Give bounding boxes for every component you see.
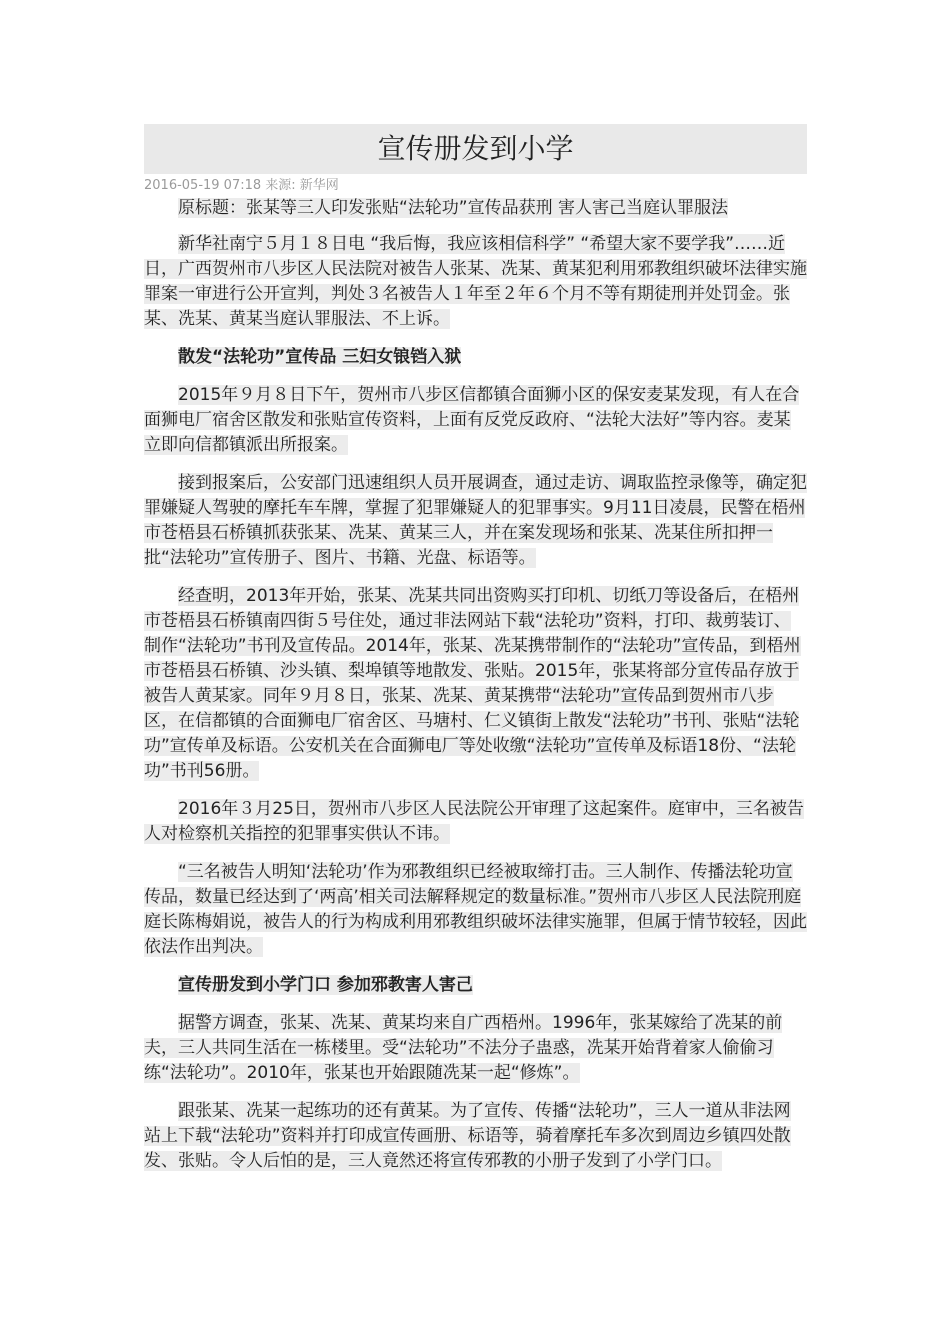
article-paragraph <box>144 196 807 221</box>
paragraph-text: 据警方调查，张某、冼某、黄某均来自广西梧州。1996年，张某嫁给了冼某的前夫，三人共同生活在一栋楼里。受“法轮功”不法分子蛊惑，冼某开始背着家人偷偷习练“法轮功”。2010年，张某也开始跟随冼某一起“修炼”。 <box>144 1013 783 1083</box>
article-paragraph <box>144 471 807 571</box>
article-paragraph <box>144 797 807 847</box>
section-heading <box>144 345 807 370</box>
article-meta: 2016-05-19 07:18 来源: 新华网 <box>144 178 339 193</box>
article <box>144 124 807 1187</box>
paragraph-text: 跟张某、冼某一起练功的还有黄某。为了宣传、传播“法轮功”，三人一道从非法网站上下载“法轮功”资料并打印成宣传画册、标语等，骑着摩托车多次到周边乡镇四处散发、张贴。令人后怕的是，三人竟然还将宣传邪教的小册子发到了小学门口。 <box>144 1101 791 1171</box>
paragraph-text: 新华社南宁５月１８日电 “我后悔，我应该相信科学” “希望大家不要学我”……近日，广西贺州市八步区人民法院对被告人张某、冼某、黄某犯利用邪教组织破坏法律实施罪案一审进行公开宣判，判处３名被告人１年至２年６个月不等有期徒刑并处罚金。张某、冼某、黄某当庭认罪服法、不上诉。 <box>144 234 807 329</box>
paragraph-text: 2015年９月８日下午，贺州市八步区信都镇合面狮小区的保安麦某发现，有人在合面狮电厂宿舍区散发和张贴宣传资料，上面有反党反政府、“法轮大法好”等内容。麦某立即向信都镇派出所报案。 <box>144 385 800 455</box>
paragraph-text: 经查明，2013年开始，张某、冼某共同出资购买打印机、切纸刀等设备后，在梧州市苍梧县石桥镇南四街５号住处，通过非法网站下载“法轮功”资料，打印、裁剪装订、制作“法轮功”书刊及宣传品。2014年，张某、冼某携带制作的“法轮功”宣传品，到梧州市苍梧县石桥镇、沙头镇、梨埠镇等地散发、张贴。2015年，张某将部分宣传品存放于被告人黄某家。同年９月８日，张某、冼某、黄某携带“法轮功”宣传品到贺州市八步区，在信都镇的合面狮电厂宿舍区、马塘村、仁义镇街上散发“法轮功”书刊、张贴“法轮功”宣传单及标语。公安机关在合面狮电厂等处收缴“法轮功”宣传单及标语18份、“法轮功”书刊56册。 <box>144 586 801 781</box>
article-paragraph <box>144 1011 807 1086</box>
article-paragraph <box>144 860 807 960</box>
article-paragraph <box>144 584 807 784</box>
article-title: 宣传册发到小学 <box>144 124 807 174</box>
article-paragraph <box>144 1099 807 1174</box>
paragraph-text: 原标题：张某等三人印发张贴“法轮功”宣传品获刑 害人害己当庭认罪服法 <box>178 198 729 218</box>
paragraph-text: “三名被告人明知‘法轮功’作为邪教组织已经被取缔打击。三人制作、传播法轮功宣传品，数量已经达到了‘两高’相关司法解释规定的数量标准。”贺州市八步区人民法院刑庭庭长陈梅娟说，被告人的行为构成利用邪教组织破坏法律实施罪，但属于情节较轻，因此依法作出判决。 <box>144 862 807 957</box>
paragraph-text: 2016年３月25日，贺州市八步区人民法院公开审理了这起案件。庭审中，三名被告人对检察机关指控的犯罪事实供认不讳。 <box>144 799 804 844</box>
article-paragraph <box>144 383 807 458</box>
section-heading-text: 宣传册发到小学门口 参加邪教害人害己 <box>178 975 473 995</box>
article-paragraph <box>144 232 807 332</box>
section-heading-text: 散发“法轮功”宣传品 三妇女锒铛入狱 <box>178 347 462 367</box>
paragraph-text: 接到报案后，公安部门迅速组织人员开展调查，通过走访、调取监控录像等，确定犯罪嫌疑人驾驶的摩托车车牌，掌握了犯罪嫌疑人的犯罪事实。9月11日凌晨，民警在梧州市苍梧县石桥镇抓获张某、冼某、黄某三人，并在案发现场和张某、冼某住所扣押一批“法轮功”宣传册子、图片、书籍、光盘、标语等。 <box>144 473 807 568</box>
section-heading <box>144 973 807 998</box>
